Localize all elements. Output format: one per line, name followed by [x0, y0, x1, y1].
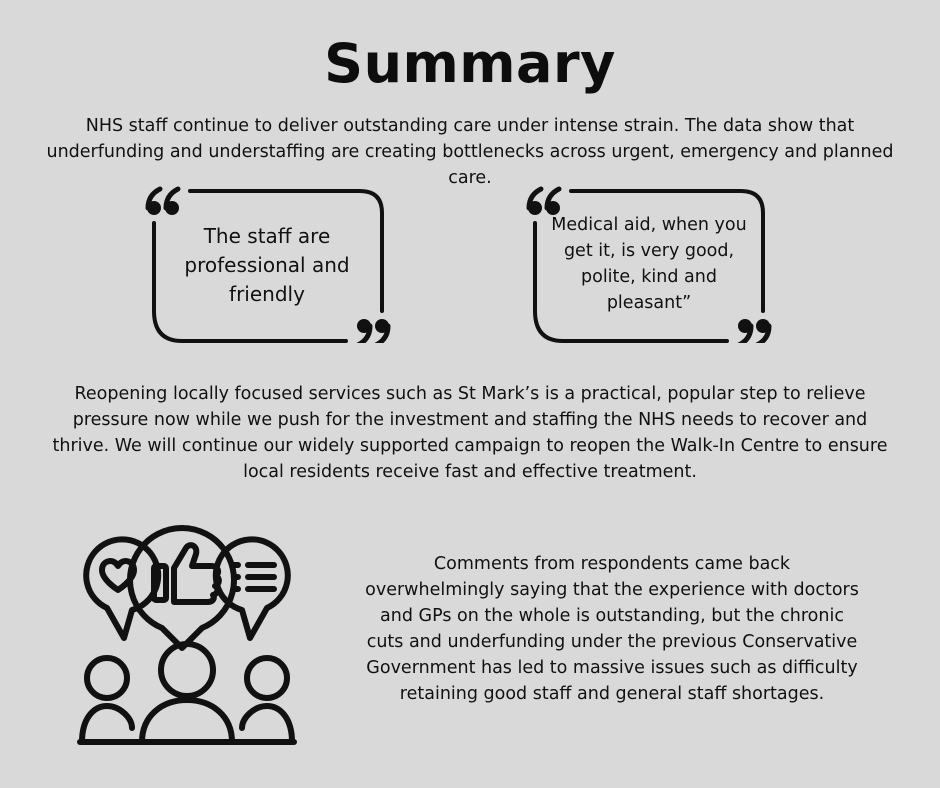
close-quote-icon: [357, 319, 389, 343]
close-quote-icon: [738, 319, 770, 343]
reopening-paragraph: Reopening locally focused services such as St Mark’s is a practical, popular step to relieve pressure now while we push for the investment and staffing the NHS needs to recover and thrive. We will continue our widely supported campaign to reopen the Walk-In Centre to ensure local residents receive fast and effective treatment.: [52, 384, 888, 482]
feedback-illustration: [62, 520, 312, 754]
people-feedback-icon: [62, 520, 312, 750]
page-title: Summary: [324, 32, 616, 95]
people-group-icon: [80, 644, 294, 742]
thumbs-up-bubble-icon: [130, 528, 234, 648]
open-quote-icon: [147, 189, 179, 215]
quote-card-medical-aid: [523, 183, 773, 343]
quote-text: The staff are professional and friendly: [184, 224, 350, 306]
quote-card-staff: [142, 183, 392, 343]
comments-paragraph: Comments from respondents came back overwhelmingly saying that the experience with doctors and GPs on the whole is outstanding, but the chronic cuts and underfunding under the previous Conservative Government has led to massive issues such as difficulty retaining good staff and general staff shortages.: [365, 554, 859, 704]
intro-text: NHS staff continue to deliver outstanding care under intense strain. The data show that underfunding and understaffing are creating bottlenecks across urgent, emergency and planned care.: [46, 116, 894, 188]
quote-text: Medical aid, when you get it, is very good, polite, kind and pleasant”: [551, 215, 747, 313]
heart-bubble-icon: [86, 539, 158, 638]
